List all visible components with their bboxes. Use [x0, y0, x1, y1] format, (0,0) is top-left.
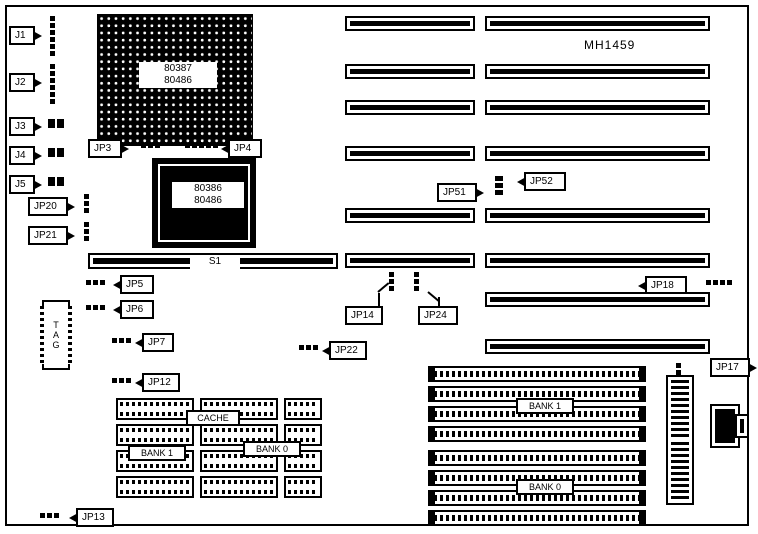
simm-socket-r1 — [428, 366, 646, 382]
expansion-slot-10 — [485, 208, 710, 223]
keyboard-connector-stub — [735, 414, 749, 438]
jumper-jp3-pins — [141, 143, 160, 148]
connector-j2-label[interactable]: J2 — [9, 73, 35, 92]
connector-j1-pins — [50, 16, 55, 56]
memory-bank-left-0-label: BANK 0 — [243, 441, 301, 457]
expansion-slot-1 — [345, 16, 475, 31]
jumper-jp12-pins — [112, 378, 131, 383]
expansion-slot-2 — [485, 16, 710, 31]
connector-j1-label[interactable]: J1 — [9, 26, 35, 45]
jumper-jp24-pins — [414, 272, 419, 291]
expansion-slot-9 — [345, 208, 475, 223]
jumper-jp52-label[interactable]: JP52 — [524, 172, 566, 191]
jumper-jp24-label[interactable]: JP24 — [418, 306, 458, 325]
jumper-jp5-pins — [86, 280, 105, 285]
jumper-jp51-jp52-pins — [495, 176, 503, 195]
bus-slot-s1-label: S1 — [190, 255, 240, 269]
connector-j5-label[interactable]: J5 — [9, 175, 35, 194]
connector-j5-pins — [48, 177, 64, 186]
jp14-leader — [378, 293, 380, 307]
jumper-jp17-label[interactable]: JP17 — [710, 358, 750, 377]
jumper-jp51-label[interactable]: JP51 — [437, 183, 477, 202]
connector-j3-pins — [48, 119, 64, 128]
jumper-jp14-label[interactable]: JP14 — [345, 306, 383, 325]
jumper-jp3-label[interactable]: JP3 — [88, 139, 122, 158]
expansion-slot-12 — [485, 253, 710, 268]
expansion-slot-8 — [485, 146, 710, 161]
jumper-jp7-label[interactable]: JP7 — [142, 333, 174, 352]
memory-bank-left-1-label: BANK 1 — [128, 445, 186, 461]
jumper-jp14-pins — [389, 272, 394, 291]
jumper-jp4-pins — [185, 143, 218, 148]
cache-label: CACHE — [186, 410, 240, 426]
jumper-jp4-label[interactable]: JP4 — [228, 139, 262, 158]
jumper-jp5-label[interactable]: JP5 — [120, 275, 154, 294]
connector-j4-label[interactable]: J4 — [9, 146, 35, 165]
cpu-line1: 80386 — [194, 183, 222, 194]
expansion-slot-4 — [485, 64, 710, 79]
coprocessor-line2: 80486 — [164, 75, 192, 86]
connector-j4-pins — [48, 148, 64, 157]
tag-label: T A G — [52, 320, 60, 350]
jumper-jp20-pins — [84, 194, 89, 213]
coprocessor-chip-label — [139, 62, 217, 88]
memory-bank-right-0-label: BANK 0 — [516, 479, 574, 495]
jumper-jp6-label[interactable]: JP6 — [120, 300, 154, 319]
jumper-jp20-label[interactable]: JP20 — [28, 197, 68, 216]
jumper-jp12-label[interactable]: JP12 — [142, 373, 180, 392]
cache-dip-3 — [284, 398, 322, 420]
cpu-line2: 80486 — [194, 195, 222, 206]
jumper-jp7-pins — [112, 338, 131, 343]
jumper-jp13-label[interactable]: JP13 — [76, 508, 114, 527]
simm-socket-r5 — [428, 450, 646, 466]
cache-dip-1 — [116, 398, 194, 420]
io-connector-block — [666, 375, 694, 505]
jumper-jp18-pins — [706, 280, 732, 285]
jumper-jp6-pins — [86, 305, 105, 310]
expansion-slot-7 — [345, 146, 475, 161]
simm-socket-r8 — [428, 510, 646, 526]
jumper-jp13-pins — [40, 513, 59, 518]
connector-j2-pins — [50, 64, 55, 104]
board-model-label: MH1459 — [584, 38, 636, 52]
jumper-jp22-pins — [299, 345, 318, 350]
cache-dip-4 — [116, 424, 194, 446]
cache-dip-12 — [284, 476, 322, 498]
expansion-slot-6 — [485, 100, 710, 115]
cache-dip-11 — [200, 476, 278, 498]
coprocessor-line1: 80387 — [164, 63, 192, 74]
jumper-jp21-pins — [84, 222, 89, 241]
expansion-slot-3 — [345, 64, 475, 79]
jumper-jp18-label[interactable]: JP18 — [645, 276, 687, 295]
cpu-chip-label — [172, 182, 244, 208]
expansion-slot-13 — [485, 292, 710, 307]
simm-socket-r4 — [428, 426, 646, 442]
jumper-jp22-label[interactable]: JP22 — [329, 341, 367, 360]
cache-dip-10 — [116, 476, 194, 498]
expansion-slot-5 — [345, 100, 475, 115]
connector-j3-label[interactable]: J3 — [9, 117, 35, 136]
expansion-slot-11 — [345, 253, 475, 268]
expansion-slot-14 — [485, 339, 710, 354]
jumper-jp21-label[interactable]: JP21 — [28, 226, 68, 245]
tag-ram-socket — [42, 300, 70, 370]
memory-bank-right-1-label: BANK 1 — [516, 398, 574, 414]
